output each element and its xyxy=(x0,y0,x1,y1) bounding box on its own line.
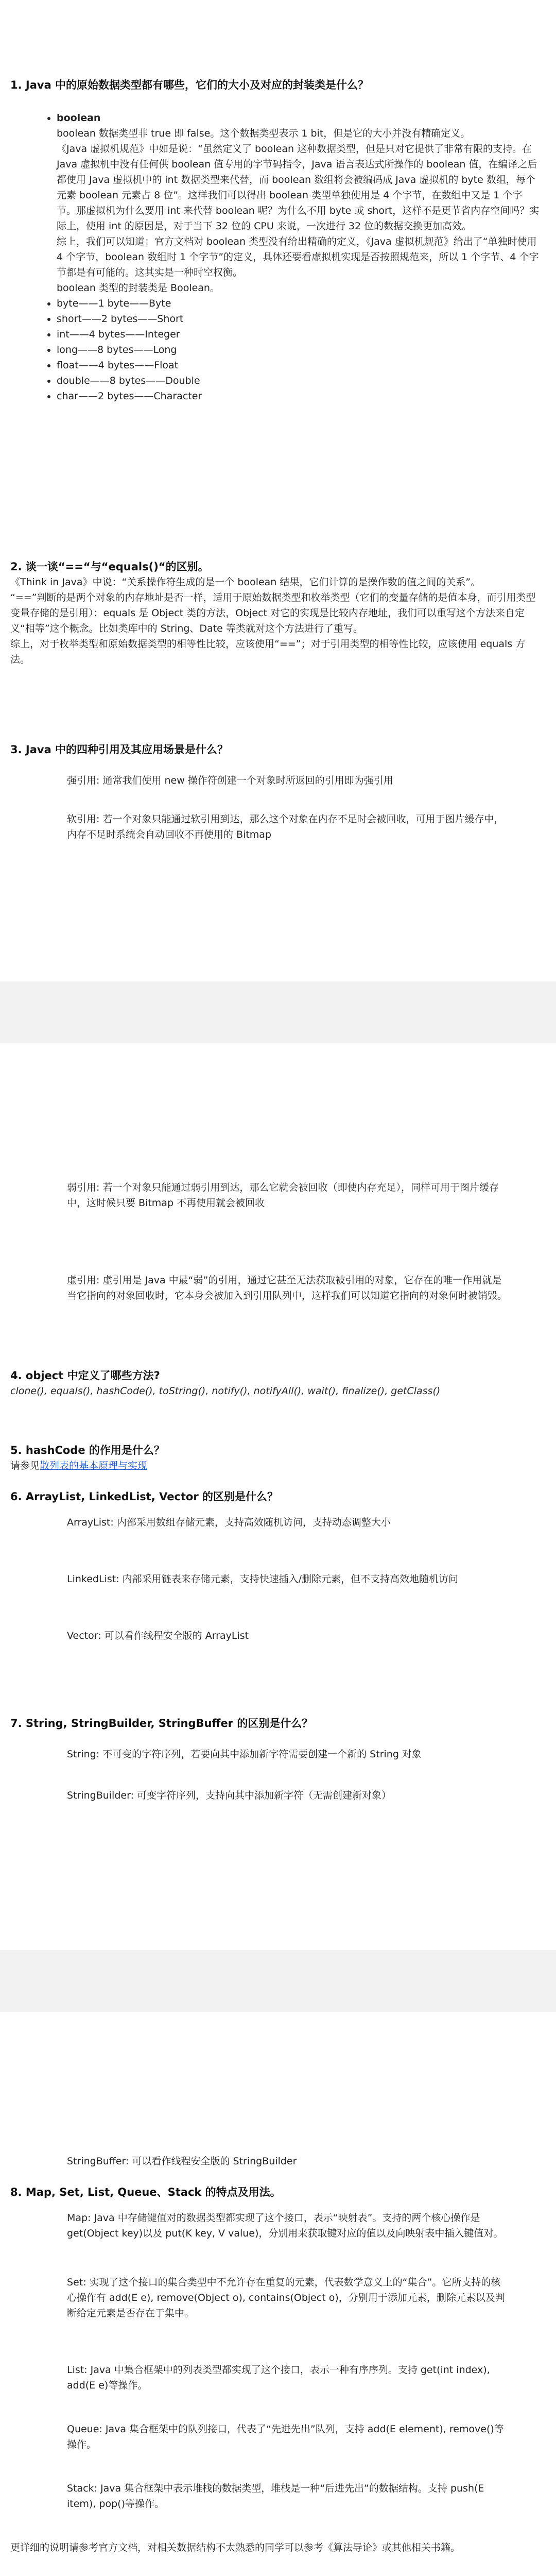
q8-map: Map: Java 中存储键值对的数据类型都实现了这个接口，表示“映射表”。支持的两个核心操作是 get(Object key)以及 put(K key, V value)，分别用来获取键对应的值以及向映射表中插入键值对。 xyxy=(67,2212,503,2239)
section-q1 xyxy=(10,77,541,404)
q3-title: 3. Java 中的四种引用及其应用场景是什么？ xyxy=(10,743,229,756)
q5-prefix: 请参见 xyxy=(10,1460,40,1471)
list-item: • int——4 bytes——Integer xyxy=(57,327,541,342)
section-q6 xyxy=(10,1489,541,1643)
q1-bool-label: • boolean xyxy=(57,110,541,126)
q1-title: 1. Java 中的原始数据类型都有哪些，它们的大小及对应的封装类是什么？ xyxy=(10,79,369,91)
q1-para-4: boolean 类型的封装类是 Boolean。 xyxy=(57,282,220,294)
page-break xyxy=(0,981,556,1043)
list-item: • char——2 bytes——Character xyxy=(57,388,541,404)
q7-title: 7. String, StringBuilder, StringBuffer 的区别是什么？ xyxy=(10,1717,313,1730)
q8-set: Set: 实现了这个接口的集合类型中不允许存在重复的元素，代表数学意义上的“集合”。它所支持的核心操作有 add(E e), remove(Object o), contains(Object o)，分别用于添加元素，删除元素以及判断给定元素是否存在于集中。 xyxy=(67,2277,505,2319)
q6-linkedlist: LinkedList: 内部采用链表来存储元素，支持快速插入/删除元素，但不支持高效地随机访问 xyxy=(67,1573,459,1585)
section-q5 xyxy=(10,1443,541,1473)
q6-arraylist: ArrayList: 内部采用数组存储元素，支持高效随机访问，支持动态调整大小 xyxy=(67,1517,391,1528)
q1-para-2: 《Java 虚拟机规范》中如是说：“虽然定义了 boolean 这种数据类型，但是只对它提供了非常有限的支持。在 Java 虚拟机中没有任何供 boolean 值专用的字节码指令，Java 语言表达式所操作的 boolean 值，在编译之后都使用 Java 虚拟机中的 int 数据类型来代替，而 boolean 数组将会被编码成 Java 虚拟机的 byte 数组，每个元素 boolean 元素占 8 位”。这样我们可以得出 boolean 类型单独使用是 4 个字节，在数组中又是 1 个字节。那虚拟机为什么要用 int 来代替 boolean 呢？为什么不用 byte 或 short，这样不是更节省内存空间吗？实际上，使用 int 的原因是，对于当下 32 位的 CPU 来说，一次进行 32 位的数据交换更加高效。 xyxy=(57,143,540,232)
list-item: • byte——1 byte——Byte xyxy=(57,296,541,311)
q7-stringbuffer: StringBuffer: 可以看作线程安全版的 StringBuilder xyxy=(67,2156,297,2167)
section-q7 xyxy=(10,1716,541,1803)
section-q4 xyxy=(10,1368,541,1399)
q1-type-list xyxy=(10,296,541,404)
q8-queue: Queue: Java 集合框架中的队列接口，代表了“先进先出”队列，支持 add(E element), remove()等操作。 xyxy=(67,2424,504,2450)
list-item: • short——2 bytes——Short xyxy=(57,311,541,327)
q1-para-3: 综上，我们可以知道：官方文档对 boolean 类型没有给出精确的定义，《Java 虚拟机规范》给出了“单独时使用 4 个字节，boolean 数组时 1 个字节”的定义，具体还要看虚拟机实现是否按照规范来，所以 1 个字节、4 个字节都是有可能的。这其实是一种时空权衡。 xyxy=(57,236,539,278)
q3-phantom-ref: 虚引用: 虚引用是 Java 中最“弱”的引用，通过它甚至无法获取被引用的对象，它存在的唯一作用就是当它指向的对象回收时，它本身会被加入到引用队列中，这样我们可以知道它指向的对象何时被销毁。 xyxy=(67,1275,508,1301)
q8-title: 8. Map, Set, List, Queue、Stack 的特点及用法。 xyxy=(10,2186,281,2198)
section-q3-cont xyxy=(10,1180,541,1303)
q1-bool-list xyxy=(10,110,541,126)
q3-soft-ref: 软引用: 若一个对象只能通过软引用到达，那么这个对象在内存不足时会被回收，可用于图片缓存中，内存不足时系统会自动回收不再使用的 Bitmap xyxy=(67,814,504,840)
section-q2 xyxy=(10,559,541,667)
q7-stringbuilder: StringBuilder: 可变字符序列，支持向其中添加新字符（无需创建新对象） xyxy=(67,1790,392,1801)
list-item: • long——8 bytes——Long xyxy=(57,342,541,358)
page-break xyxy=(0,1950,556,2012)
q8-more: 更详细的说明请参考官方文档，对相关数据结构不太熟悉的同学可以参考《算法导论》或其他相关书籍。 xyxy=(10,2542,461,2553)
q6-title: 6. ArrayList, LinkedList, Vector 的区别是什么？ xyxy=(10,1490,279,1503)
section-q3 xyxy=(10,742,541,842)
q4-title: 4. object 中定义了哪些方法? xyxy=(10,1369,160,1382)
q8-stack: Stack: Java 集合框架中表示堆栈的数据类型，堆栈是一种“后进先出”的数据结构。支持 push(E item), pop()等操作。 xyxy=(67,2483,484,2510)
q3-weak-ref: 弱引用: 若一个对象只能通过弱引用到达，那么它就会被回收（即使内存充足），同样可用于图片缓存中，这时候只要 Bitmap 不再使用就会被回收 xyxy=(67,1182,499,1209)
q3-strong-ref: 强引用: 通常我们使用 new 操作符创建一个对象时所返回的引用即为强引用 xyxy=(67,775,393,786)
q5-title: 5. hashCode 的作用是什么？ xyxy=(10,1444,165,1456)
section-q7-cont xyxy=(10,2154,541,2169)
q7-string: String: 不可变的字符序列，若要向其中添加新字符需要创建一个新的 String 对象 xyxy=(67,1749,422,1760)
q2-para-2: “==”判断的是两个对象的内存地址是否一样，适用于原始数据类型和枚举类型（它们的变量存储的是值本身，而引用类型变量存储的是引用）；equals 是 Object 类的方法，Object 对它的实现是比较内存地址，我们可以重写这个方法来自定义“相等”这个概念。比如类库中的 String、Date 等类就对这个方法进行了重写。 xyxy=(10,592,536,634)
q2-para-1: 《Think in Java》中说：“关系操作符生成的是一个 boolean 结果，它们计算的是操作数的值之间的关系”。 xyxy=(10,577,481,588)
q2-title: 2. 谈一谈“==“与“equals()“的区别。 xyxy=(10,561,209,573)
list-item: • double——8 bytes——Double xyxy=(57,373,541,388)
q6-vector: Vector: 可以看作线程安全版的 ArrayList xyxy=(67,1630,249,1641)
section-q8 xyxy=(10,2184,541,2555)
q5-body xyxy=(10,1458,541,1473)
q8-list: List: Java 中集合框架中的列表类型都实现了这个接口，表示一种有序序列。支持 get(int index), add(E e)等操作。 xyxy=(67,2364,490,2391)
list-item: • float——4 bytes——Float xyxy=(57,358,541,373)
hash-table-link[interactable]: 散列表的基本原理与实现 xyxy=(40,1460,148,1471)
q1-para-1: boolean 数据类型非 true 即 false。这个数据类型表示 1 bit，但是它的大小并没有精确定义。 xyxy=(57,128,471,139)
q4-body: clone(), equals(), hashCode(), toString(), notify(), notifyAll(), wait(), finalize(), getClass() xyxy=(10,1385,441,1397)
q2-para-3: 综上，对于枚举类型和原始数据类型的相等性比较，应该使用“==”；对于引用类型的相等性比较，应该使用 equals 方法。 xyxy=(10,638,526,665)
